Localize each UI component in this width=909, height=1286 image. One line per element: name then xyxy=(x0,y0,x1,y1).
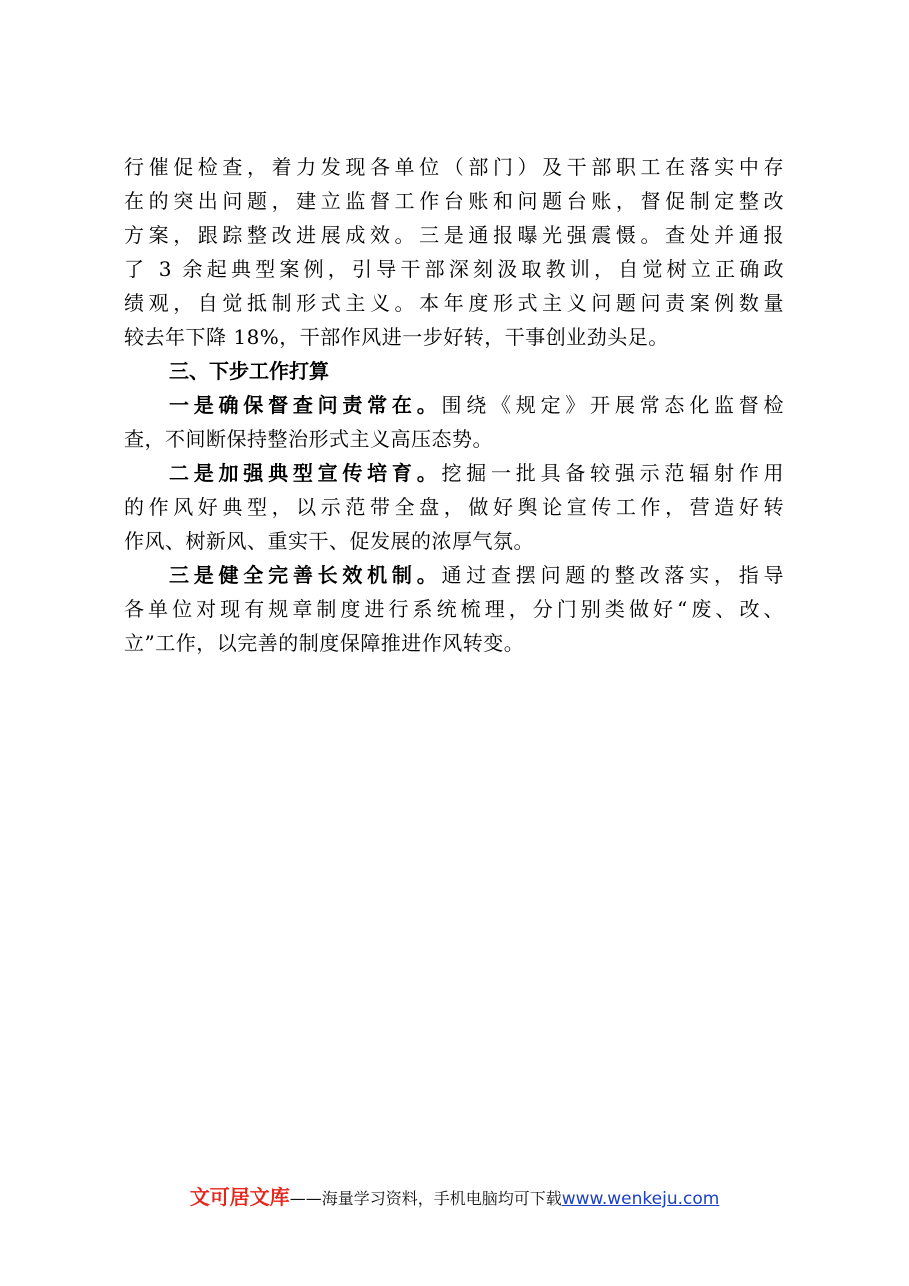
text-line xyxy=(124,388,784,422)
text-line: 各单位对现有规章制度进行系统梳理，分门别类做好“废、改、 xyxy=(124,597,784,621)
item-lead: 三是健全完善长效机制。 xyxy=(169,563,442,587)
item-text: 通过查摆问题的整改落实，指导 xyxy=(441,563,785,587)
text-line: 作风、树新风、重实干、促发展的浓厚气氛。 xyxy=(124,529,534,553)
text-line: 的作风好典型，以示范带全盘，做好舆论宣传工作，营造好转 xyxy=(124,495,784,519)
text-line: 立”工作，以完善的制度保障推进作风转变。 xyxy=(124,631,525,655)
brand-name: 文可居文库 xyxy=(189,1185,290,1209)
section-heading: 三、下步工作打算 xyxy=(169,359,329,383)
footer-tagline: ——海量学习资料，手机电脑均可下载 xyxy=(289,1189,562,1208)
text-line: 较去年下降 18%，干部作风进一步好转，干事创业劲头足。 xyxy=(124,325,669,349)
item-lead: 一是确保督查问责常在。 xyxy=(169,393,442,417)
paragraph-progress xyxy=(124,150,784,354)
text-line: 查，不间断保持整治形式主义高压态势。 xyxy=(124,427,493,451)
item-text: 挖掘一批具备较强示范辐射作用 xyxy=(441,461,785,485)
website-link[interactable]: www.wenkeju.com xyxy=(561,1189,720,1209)
plan-item-1 xyxy=(124,388,784,456)
page-footer xyxy=(0,1183,909,1213)
text-line: 在的突出问题，建立监督工作台账和问题台账，督促制定整改 xyxy=(124,189,784,213)
text-line: 了 3 余起典型案例，引导干部深刻汲取教训，自觉树立正确政 xyxy=(124,257,784,281)
text-line: 行催促检查，着力发现各单位（部门）及干部职工在落实中存 xyxy=(124,155,784,179)
text-line xyxy=(124,456,784,490)
text-line: 方案，跟踪整改进展成效。三是通报曝光强震慑。查处并通报 xyxy=(124,223,784,247)
text-line xyxy=(124,558,784,592)
plan-item-3 xyxy=(124,558,784,660)
item-lead: 二是加强典型宣传培育。 xyxy=(169,461,442,485)
document-body xyxy=(124,150,784,660)
plan-item-2 xyxy=(124,456,784,558)
text-line: 绩观，自觉抵制形式主义。本年度形式主义问题问责案例数量 xyxy=(124,291,784,315)
item-text: 围绕《规定》开展常态化监督检 xyxy=(441,393,785,417)
